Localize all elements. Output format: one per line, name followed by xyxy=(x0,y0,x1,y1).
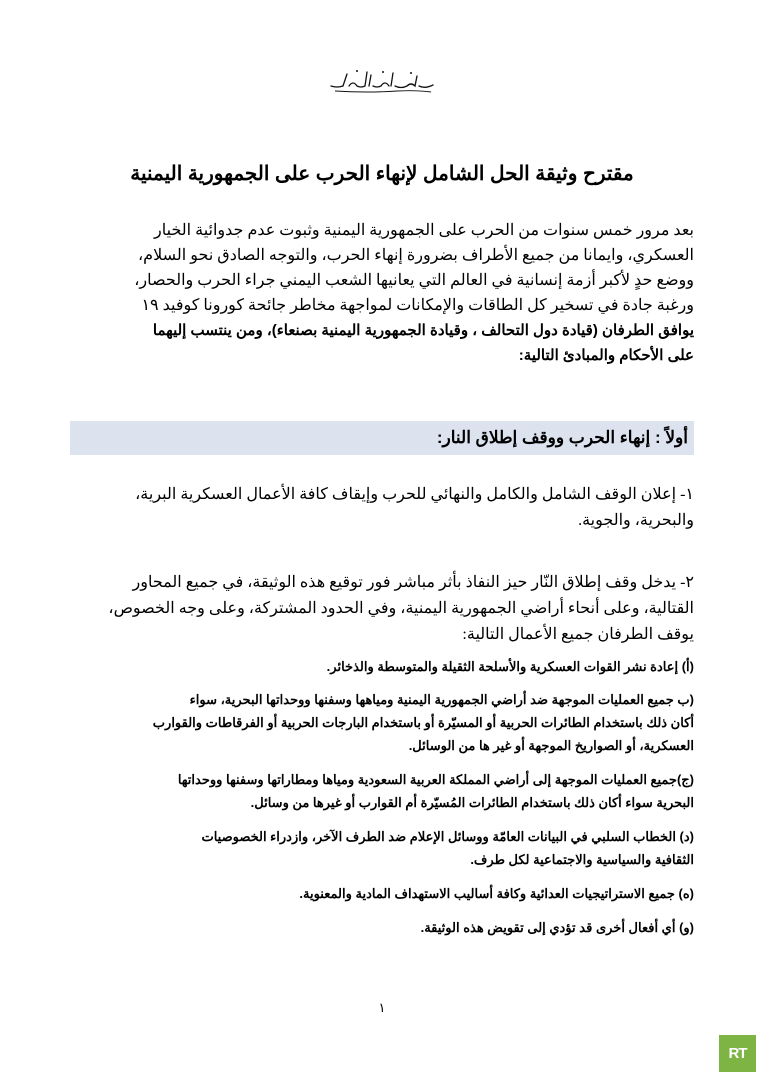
basmala-calligraphy xyxy=(0,66,764,94)
list-item-line: البحرية سواء أكان ذلك باستخدام الطائرات المُسيّرة أم القوارب أو غيرها من وسائل. xyxy=(250,795,694,810)
clause-2 xyxy=(70,570,694,648)
list-item-d xyxy=(70,825,694,871)
list-item-line: (أ) إعادة نشر القوات العسكرية والأسلحة الثقيلة والمتوسطة والذخائر. xyxy=(326,659,694,674)
intro-bold-line: يوافق الطرفان (قيادة دول التحالف ، وقيادة الجمهورية اليمنية بصنعاء)، ومن ينتسب إليهما xyxy=(152,322,694,339)
clause-2-items xyxy=(70,655,694,939)
list-item-b xyxy=(70,688,694,757)
intro-line: ورغبة جادة في تسخير كل الطاقات والإمكانات لمواجهة مخاطر جائحة كورونا كوفيد ١٩ xyxy=(141,297,694,314)
clause-2-line: يوقف الطرفان جميع الأعمال التالية: xyxy=(462,626,694,643)
list-item-line: (ب جميع العمليات الموجهة ضد أراضي الجمهورية اليمنية ومياهها وسفنها ووحداتها البحرية، سواء xyxy=(189,692,694,707)
clause-1 xyxy=(70,482,694,534)
clause-1-line: ١- إعلان الوقف الشامل والكامل والنهائي للحرب وإيقاف كافة الأعمال العسكرية البرية، xyxy=(135,486,694,503)
clause-1-line: والبحرية، والجوية. xyxy=(578,512,694,529)
list-item-line: (و) أي أفعال أخرى قد تؤدي إلى تقويض هذه الوثيقة. xyxy=(420,920,694,935)
list-item-f xyxy=(70,916,694,939)
rt-watermark-logo: RT xyxy=(719,1035,756,1072)
list-item-line: أكان ذلك باستخدام الطائرات الحربية أو المسيّرة أو باستخدام البارجات الحربية أو الفرقاطات والقوارب xyxy=(152,715,694,730)
intro-bold-line: على الأحكام والمبادئ التالية: xyxy=(518,347,694,364)
list-item-line: (ج)جميع العمليات الموجهة إلى أراضي المملكة العربية السعودية ومياها ومطاراتها وسفنها ووحداتها xyxy=(177,772,694,787)
intro-paragraph xyxy=(70,218,694,368)
list-item-line: (د) الخطاب السلبي في البيانات العامّة ووسائل الإعلام ضد الطرف الآخر، وازدراء الخصوصيات xyxy=(201,829,694,844)
list-item-a xyxy=(70,655,694,678)
document-title: مقترح وثيقة الحل الشامل لإنهاء الحرب على الجمهورية اليمنية xyxy=(130,163,634,185)
clause-2-line: ٢- يدخل وقف إطلاق النّار حيز النفاذ بأثر مباشر فور توقيع هذه الوثيقة، في جميع المحاور xyxy=(132,574,694,591)
page-number: ١ xyxy=(378,1000,386,1015)
intro-line: ووضع حدٍ لأكبر أزمة إنسانية في العالم التي يعانيها الشعب اليمني جراء الحرب والحصار، xyxy=(134,272,694,289)
intro-line: بعد مرور خمس سنوات من الحرب على الجمهورية اليمنية وثبوت عدم جدوائية الخيار xyxy=(154,222,694,239)
section-heading: أولاً : إنهاء الحرب ووقف إطلاق النار: xyxy=(70,421,694,455)
list-item-c xyxy=(70,768,694,814)
clause-2-line: القتالية، وعلى أنحاء أراضي الجمهورية اليمنية، وفي الحدود المشتركة، وعلى وجه الخصوص، xyxy=(108,600,694,617)
list-item-e xyxy=(70,882,694,905)
intro-line: العسكري، وايمانا من جميع الأطراف بضرورة إنهاء الحرب، والتوجه الصادق نحو السلام، xyxy=(138,247,694,264)
list-item-line: العسكرية، أو الصواريخ الموجهة أو غير ها من الوسائل. xyxy=(408,738,694,753)
list-item-line: الثقافية والسياسية والاجتماعية لكل طرف. xyxy=(470,852,694,867)
basmala-calligraphy-icon xyxy=(327,66,437,94)
list-item-line: (ه) جميع الاستراتيجيات العدائية وكافة أساليب الاستهداف المادية والمعنوية. xyxy=(299,886,694,901)
